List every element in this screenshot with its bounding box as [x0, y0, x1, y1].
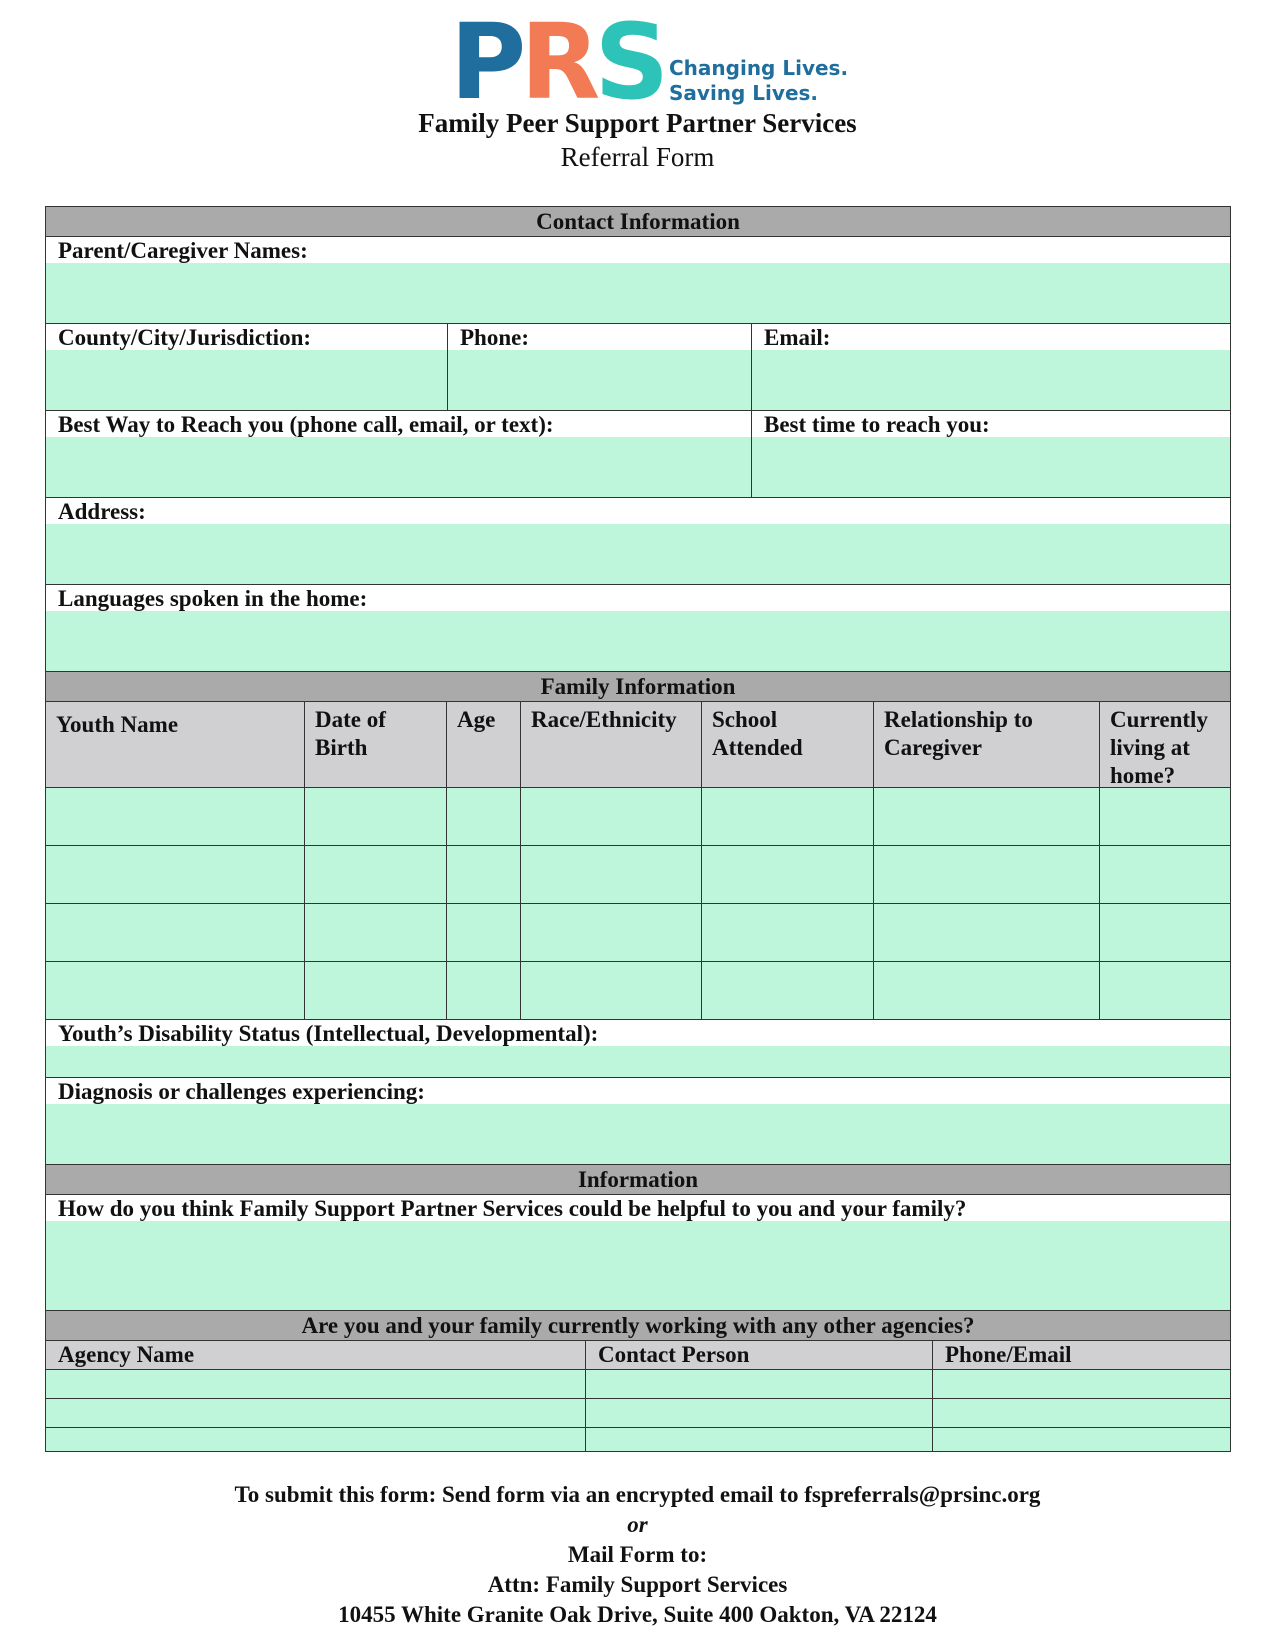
contact-person-field[interactable] — [586, 1399, 933, 1427]
email-field[interactable] — [752, 350, 1230, 410]
diagnosis-label: Diagnosis or challenges experiencing: — [58, 1079, 425, 1104]
family-table-header — [46, 702, 1230, 788]
best-way-cell — [46, 411, 752, 497]
prs-logo — [450, 1, 850, 123]
logo-letters — [450, 1, 664, 123]
agency-table-row — [46, 1399, 1230, 1428]
age-field[interactable] — [447, 904, 521, 961]
col-relationship: Relationship to Caregiver — [874, 702, 1100, 787]
date-of-birth-field[interactable] — [305, 788, 447, 845]
race-ethnicity-field[interactable] — [521, 962, 702, 1019]
youth-name-field[interactable] — [46, 962, 305, 1019]
diagnosis-row — [46, 1078, 1230, 1165]
best-time-field[interactable] — [752, 437, 1230, 497]
contact-section-header: Contact Information — [46, 207, 1230, 237]
parent-names-field[interactable] — [46, 263, 1230, 323]
agency-name-field[interactable] — [46, 1370, 586, 1398]
form-subtitle: Referral Form — [560, 142, 715, 172]
phone-email-field[interactable] — [933, 1428, 1230, 1451]
best-time-cell — [752, 411, 1230, 497]
col-contact-person: Contact Person — [586, 1341, 933, 1369]
diagnosis-field[interactable] — [46, 1104, 1230, 1164]
phone-field[interactable] — [448, 350, 751, 410]
school-field[interactable] — [702, 904, 874, 961]
phone-email-field[interactable] — [933, 1399, 1230, 1427]
phone-email-field[interactable] — [933, 1370, 1230, 1398]
agency-table-header — [46, 1341, 1230, 1370]
parent-names-row — [46, 237, 1230, 324]
col-living-at-home: Currently living at home? — [1110, 707, 1208, 788]
relationship-field[interactable] — [874, 904, 1100, 961]
logo-letter-p: P — [450, 1, 521, 123]
email-instructions: To submit this form: Send form via an encrypted email to fspreferrals@prsinc.org — [234, 1482, 1041, 1507]
date-of-birth-field[interactable] — [305, 962, 447, 1019]
family-table-row — [46, 846, 1230, 904]
address-field[interactable] — [46, 524, 1230, 584]
helpful-cell — [46, 1195, 1230, 1310]
col-phone-email: Phone/Email — [933, 1341, 1230, 1369]
logo-tagline — [669, 56, 848, 106]
youth-name-field[interactable] — [46, 904, 305, 961]
family-table-row — [46, 962, 1230, 1020]
best-way-field[interactable] — [46, 437, 751, 497]
tagline-line2: Saving Lives. — [669, 81, 819, 105]
living-at-home-field[interactable] — [1100, 788, 1230, 845]
languages-label: Languages spoken in the home: — [58, 586, 368, 611]
mail-attention: Attn: Family Support Services — [487, 1572, 788, 1597]
helpful-question-label: How do you think Family Support Partner Services could be helpful to you and your family? — [58, 1196, 967, 1221]
best-way-time-row — [46, 411, 1230, 498]
disability-field[interactable] — [46, 1046, 1230, 1077]
age-field[interactable] — [447, 962, 521, 1019]
address-row — [46, 498, 1230, 585]
best-way-label: Best Way to Reach you (phone call, email, or text): — [58, 412, 554, 437]
col-date-of-birth: Date of Birth — [305, 702, 447, 787]
mail-address: 10455 White Granite Oak Drive, Suite 400 Oakton, VA 22124 — [338, 1602, 937, 1627]
county-phone-email-row — [46, 324, 1230, 411]
languages-cell — [46, 585, 1230, 671]
col-agency-name: Agency Name — [46, 1341, 586, 1369]
mail-form-heading: Mail Form to: — [567, 1542, 708, 1567]
disability-cell — [46, 1020, 1230, 1077]
helpful-field[interactable] — [46, 1221, 1230, 1310]
logo-letter-r: R — [520, 1, 595, 123]
contact-person-field[interactable] — [586, 1370, 933, 1398]
living-at-home-field[interactable] — [1100, 846, 1230, 903]
school-field[interactable] — [702, 962, 874, 1019]
tagline-line1: Changing Lives. — [669, 56, 849, 80]
agencies-section-header: Are you and your family currently working with any other agencies? — [46, 1311, 1230, 1341]
date-of-birth-field[interactable] — [305, 846, 447, 903]
age-field[interactable] — [447, 788, 521, 845]
agency-name-field[interactable] — [46, 1428, 586, 1451]
email-label: Email: — [764, 325, 831, 350]
relationship-field[interactable] — [874, 846, 1100, 903]
languages-row — [46, 585, 1230, 672]
contact-person-field[interactable] — [586, 1428, 933, 1451]
form-title: Family Peer Support Partner Services — [418, 108, 857, 138]
disability-label: Youth’s Disability Status (Intellectual, Developmental): — [58, 1021, 599, 1046]
disability-row — [46, 1020, 1230, 1078]
living-at-home-field[interactable] — [1100, 962, 1230, 1019]
agency-table-row — [46, 1370, 1230, 1399]
agency-table-row — [46, 1428, 1230, 1451]
school-field[interactable] — [702, 788, 874, 845]
county-field[interactable] — [46, 350, 447, 410]
helpful-row — [46, 1195, 1230, 1311]
col-race-ethnicity: Race/Ethnicity — [521, 702, 702, 787]
logo-letter-s: S — [594, 1, 664, 123]
address-cell — [46, 498, 1230, 584]
family-table-row — [46, 904, 1230, 962]
best-time-label: Best time to reach you: — [764, 412, 990, 437]
county-label: County/City/Jurisdiction: — [58, 325, 312, 350]
family-table-row — [46, 788, 1230, 846]
youth-name-field[interactable] — [46, 846, 305, 903]
or-separator: or — [627, 1512, 648, 1537]
parent-names-label: Parent/Caregiver Names: — [58, 238, 308, 263]
date-of-birth-field[interactable] — [305, 904, 447, 961]
race-ethnicity-field[interactable] — [521, 846, 702, 903]
col-school-attended: School Attended — [702, 702, 874, 787]
col-age: Age — [447, 702, 521, 787]
youth-name-field[interactable] — [46, 788, 305, 845]
relationship-field[interactable] — [874, 962, 1100, 1019]
school-field[interactable] — [702, 846, 874, 903]
referral-form — [45, 206, 1231, 1452]
information-section-header: Information — [46, 1165, 1230, 1195]
parent-names-cell — [46, 237, 1230, 323]
email-cell — [752, 324, 1230, 410]
family-section-header: Family Information — [46, 672, 1230, 702]
diagnosis-cell — [46, 1078, 1230, 1164]
col-youth-name: Youth Name — [46, 702, 305, 787]
agency-name-field[interactable] — [46, 1399, 586, 1427]
living-at-home-field[interactable] — [1100, 904, 1230, 961]
race-ethnicity-field[interactable] — [521, 904, 702, 961]
county-cell — [46, 324, 448, 410]
address-label: Address: — [58, 499, 146, 524]
submission-instructions — [0, 1480, 1275, 1630]
relationship-field[interactable] — [874, 788, 1100, 845]
languages-field[interactable] — [46, 611, 1230, 671]
age-field[interactable] — [447, 846, 521, 903]
phone-label: Phone: — [460, 325, 529, 350]
phone-cell — [448, 324, 752, 410]
race-ethnicity-field[interactable] — [521, 788, 702, 845]
